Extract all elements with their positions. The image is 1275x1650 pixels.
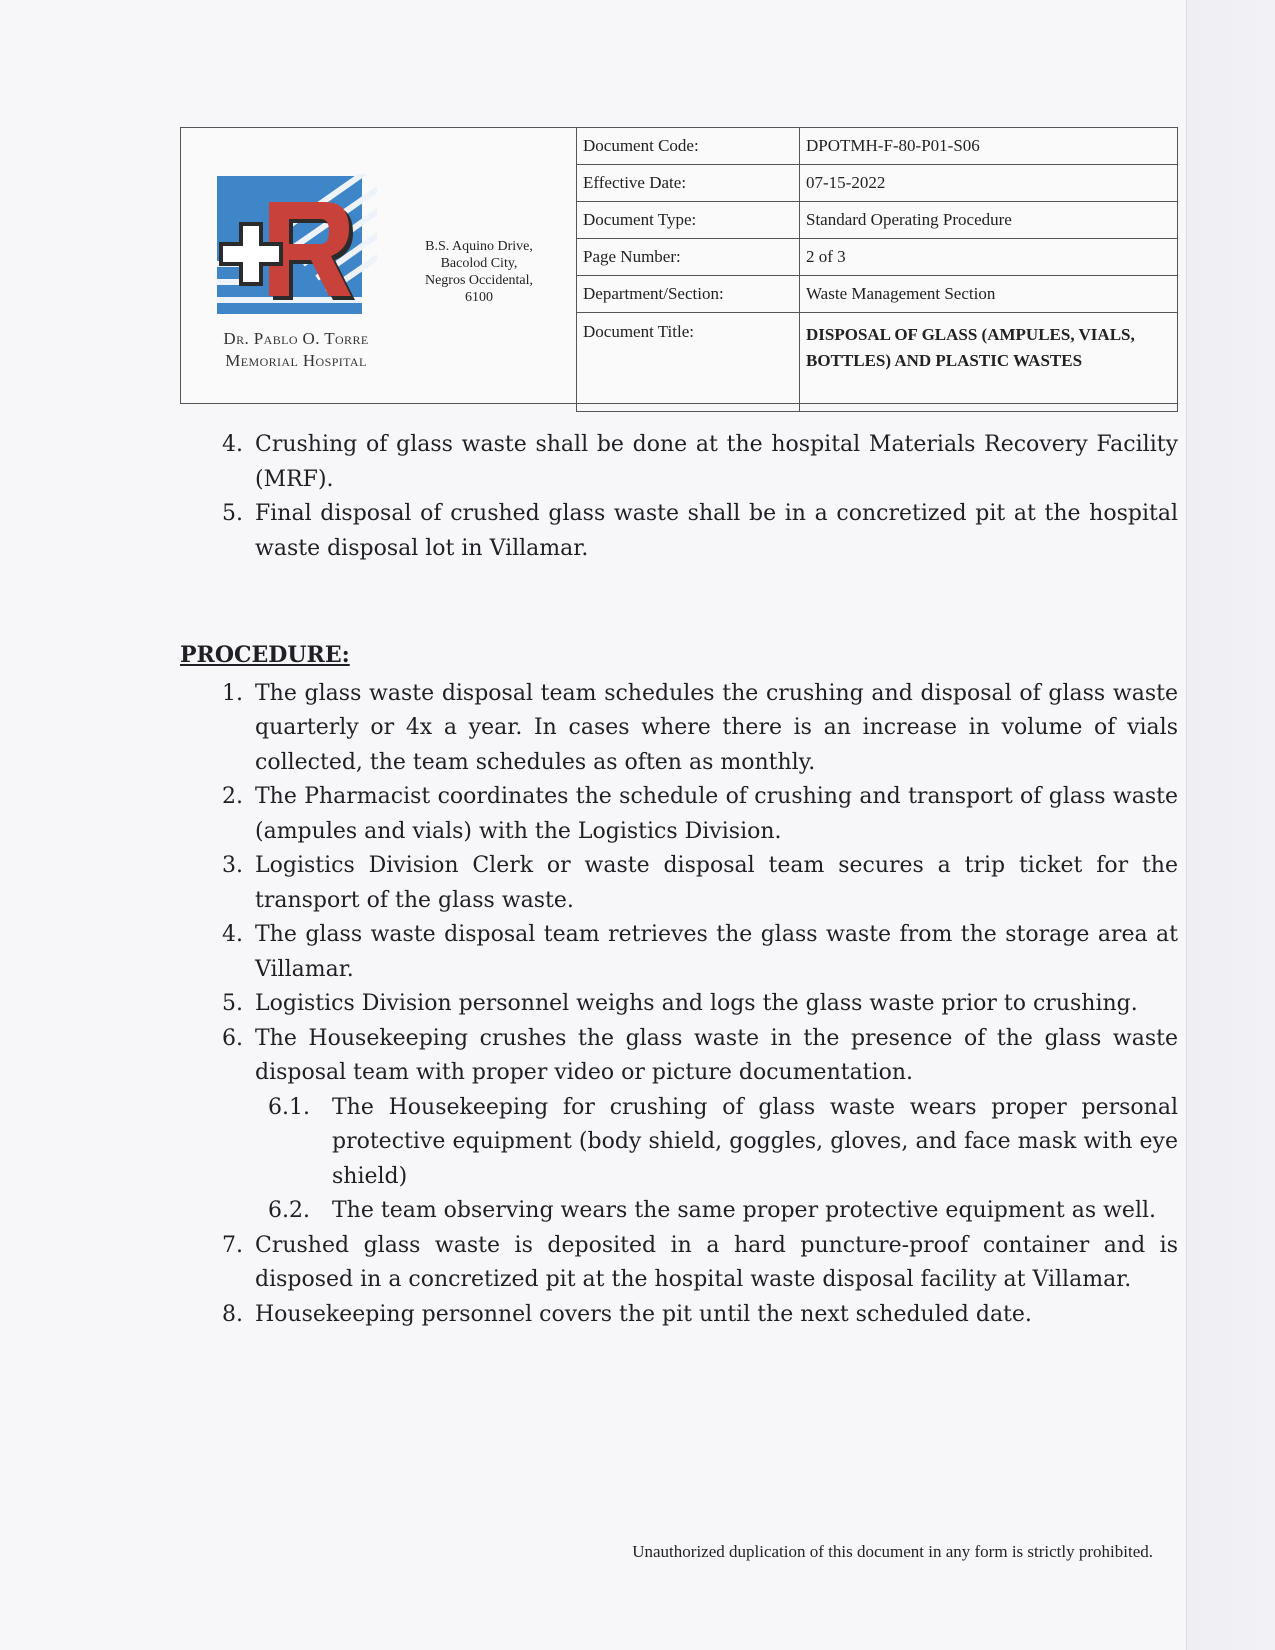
procedure-substep [180,1194,1178,1229]
document-title-value: DISPOSAL OF GLASS (AMPULES, VIALS, BOTTLES) AND PLASTIC WASTES [800,313,1178,412]
effective-date-label: Effective Date: [577,165,800,202]
table-row [577,313,1178,412]
policy-text: Final disposal of crushed glass waste shall be in a concretized pit at the hospital waste disposal lot in Villamar. [255,501,1178,561]
step-number: 2. [222,784,243,809]
step-number: 5. [222,991,243,1016]
document-header [180,127,1178,404]
table-row [577,128,1178,165]
step-text: Housekeeping personnel covers the pit until the next scheduled date. [255,1301,1032,1327]
section-gap [180,566,1178,638]
hospital-name [191,328,401,372]
logo-area [181,128,576,403]
hospital-logo [217,174,377,324]
step-number: 3. [222,853,243,878]
hospital-address [409,238,549,306]
step-number: 8. [222,1301,243,1327]
step-text: The Housekeeping crushes the glass waste in the presence of the glass waste disposal team with proper video or picture documentation. [255,1025,1178,1085]
step-text: Logistics Division personnel weighs and logs the glass waste prior to crushing. [255,991,1138,1016]
document-code-label: Document Code: [577,128,800,165]
step-text: The glass waste disposal team schedules the crushing and disposal of glass waste quarterly or 4x a year. In cases where there is an increase in volume of vials collected, the team schedules as often as monthly. [255,680,1178,775]
substep-text: The Housekeeping for crushing of glass waste wears proper personal protective equipment (body shield, goggles, gloves, and face mask with eye shield) [332,1094,1178,1189]
page-number-value: 2 of 3 [800,239,1178,276]
address-line4: 6100 [465,290,493,305]
policy-text: Crushing of glass waste shall be done at the hospital Materials Recovery Facility (MRF). [255,432,1178,492]
document-title-label: Document Title: [577,313,800,412]
procedure-step [180,780,1178,849]
procedure-step [180,918,1178,987]
procedure-step [180,677,1178,781]
step-number: 6. [222,1025,243,1051]
procedure-step [180,1298,1178,1333]
procedure-step [180,1229,1178,1298]
page-edge [1186,0,1275,1650]
step-number: 1. [222,680,243,706]
document-code-value: DPOTMH-F-80-P01-S06 [800,128,1178,165]
policy-item [180,428,1178,497]
department-value: Waste Management Section [800,276,1178,313]
step-text: The glass waste disposal team retrieves the glass waste from the storage area at Villamar. [255,922,1178,982]
page-number-label: Page Number: [577,239,800,276]
hospital-name-line1: Dr. Pablo O. Torre [223,329,369,348]
footer-notice: Unauthorized duplication of this document in any form is strictly prohibited. [632,1542,1153,1561]
procedure-heading: PROCEDURE: [180,642,350,668]
step-text: Crushed glass waste is deposited in a hard puncture-proof container and is disposed in a concretized pit at the hospital waste disposal facility at Villamar. [255,1232,1178,1292]
table-row [577,165,1178,202]
policy-number: 4. [222,432,243,457]
hospital-name-line2: Memorial Hospital [225,351,367,370]
address-line1: B.S. Aquino Drive, [425,239,533,254]
address-line3: Negros Occidental, [424,273,534,288]
effective-date-value: 07-15-2022 [800,165,1178,202]
table-row [577,276,1178,313]
substep-number: 6.2. [268,1198,310,1223]
procedure-step [180,849,1178,918]
policy-number: 5. [222,501,243,526]
department-label: Department/Section: [577,276,800,313]
document-body [180,428,1178,1332]
table-row [577,239,1178,276]
step-text: Logistics Division Clerk or waste disposal team secures a trip ticket for the transport of the glass waste. [255,853,1178,913]
step-number: 7. [222,1232,243,1258]
procedure-step [180,987,1178,1022]
table-row [577,202,1178,239]
document-type-label: Document Type: [577,202,800,239]
substep-number: 6.1. [268,1094,310,1120]
policy-item [180,497,1178,566]
step-text: The Pharmacist coordinates the schedule of crushing and transport of glass waste (ampules and vials) with the Logistics Division. [255,784,1178,844]
substep-text: The team observing wears the same proper protective equipment as well. [332,1198,1157,1223]
document-info-table [576,127,1178,412]
procedure-substep [180,1091,1178,1195]
document-type-value: Standard Operating Procedure [800,202,1178,239]
address-line2: Bacolod City, [440,256,518,271]
procedure-step [180,1022,1178,1091]
step-number: 4. [222,922,243,947]
